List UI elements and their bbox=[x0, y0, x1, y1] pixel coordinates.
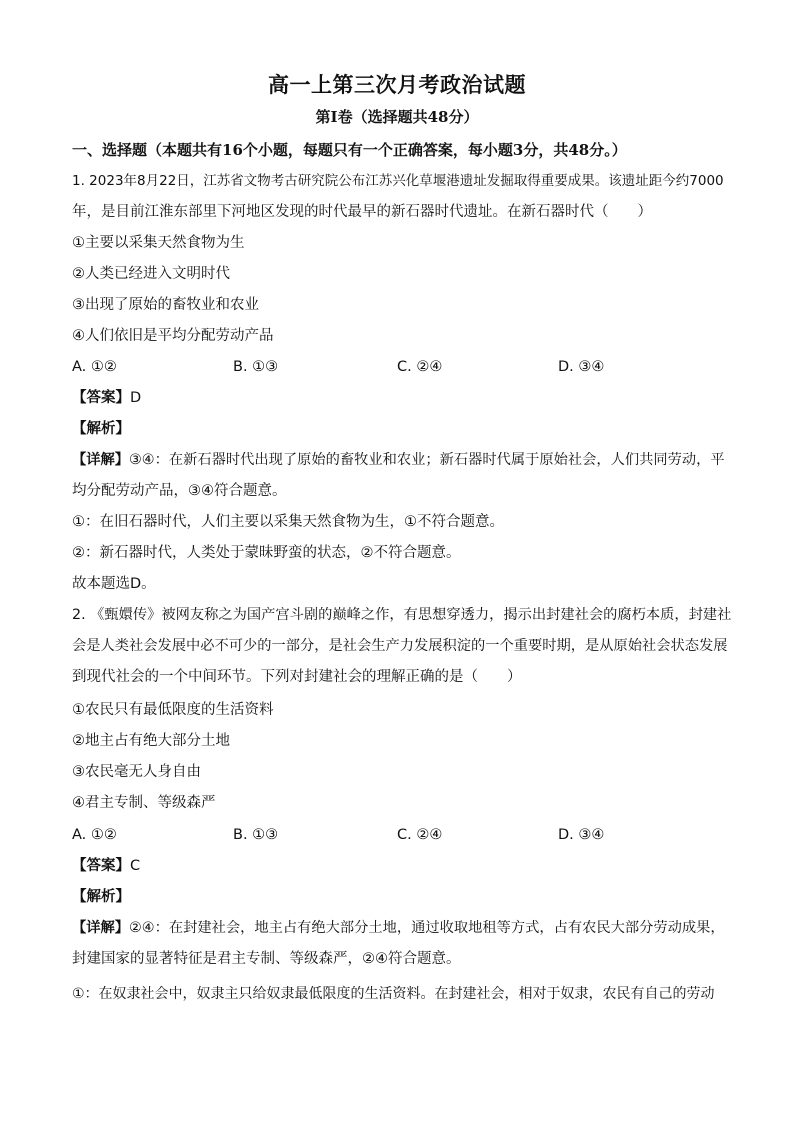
q2-stem-line-1: 2. 《甄嬛传》被网友称之为国产宫斗剧的巅峰之作，有思想穿透力，揭示出封建社会的腐朽本质，封建社 bbox=[72, 607, 732, 623]
q1-detail-line-3: ①：在旧石器时代，人们主要以采集天然食物为生，①不符合题意。 bbox=[72, 514, 504, 530]
q1-option-d: D. ③④ bbox=[558, 359, 605, 375]
q2-statement-2: ②地主占有绝大部分土地 bbox=[72, 733, 230, 749]
q1-answer bbox=[72, 388, 141, 408]
detail-text: ②④：在封建社会，地主占有绝大部分土地，通过收取地租等方式，占有农民大部分劳动成果， bbox=[129, 920, 725, 936]
q2-detail-line-3: ①：在奴隶社会中，奴隶主只给奴隶最低限度的生活资料。在封建社会，相对于奴隶，农民有自己的劳动 bbox=[72, 986, 715, 1002]
q2-stem-line-2: 会是人类社会发展中必不可少的一部分，是社会生产力发展积淀的一个重要时期，是从原始社会状态发展 bbox=[72, 638, 728, 654]
q2-option-c: C. ②④ bbox=[397, 827, 443, 843]
q2-option-a: A. ①② bbox=[72, 827, 117, 843]
q2-statement-1: ①农民只有最低限度的生活资料 bbox=[72, 702, 274, 718]
q2-option-d: D. ③④ bbox=[558, 827, 605, 843]
detail-tag: 【详解】 bbox=[72, 920, 130, 936]
q2-detail-line-2: 封建国家的显著特征是君主专制、等级森严，②④符合题意。 bbox=[72, 951, 461, 967]
detail-text: ③④：在新石器时代出现了原始的畜牧业和农业；新石器时代属于原始社会，人们共同劳动，平 bbox=[129, 452, 725, 468]
page-subtitle: 第Ⅰ卷（选择题共48分） bbox=[315, 108, 479, 126]
q2-option-b: B. ①③ bbox=[233, 827, 279, 843]
answer-value: C bbox=[130, 858, 141, 874]
q2-statement-3: ③农民毫无人身自由 bbox=[72, 764, 201, 780]
q1-conclusion: 故本题选D。 bbox=[72, 576, 156, 592]
q1-statement-3: ③出现了原始的畜牧业和农业 bbox=[72, 297, 259, 313]
section-heading: 一、选择题（本题共有16个小题，每题只有一个正确答案，每小题3分，共48分。） bbox=[72, 141, 627, 159]
q1-option-c: C. ②④ bbox=[397, 359, 443, 375]
q2-detail-line-1 bbox=[72, 918, 725, 938]
q1-option-b: B. ①③ bbox=[233, 359, 279, 375]
q1-statement-4: ④人们依旧是平均分配劳动产品 bbox=[72, 328, 274, 344]
q1-stem-line-1: 1. 2023年8月22日，江苏省文物考古研究院公布江苏兴化草堰港遗址发掘取得重要成果。该遗址距今约7000 bbox=[72, 173, 724, 189]
q1-analysis-tag: 【解析】 bbox=[72, 421, 130, 437]
q1-stem-line-2: 年，是目前江淮东部里下河地区发现的时代最早的新石器时代遗址。在新石器时代（ ） bbox=[72, 204, 652, 220]
q1-detail-line-2: 均分配劳动产品，③④符合题意。 bbox=[72, 483, 287, 499]
answer-tag: 【答案】 bbox=[72, 858, 130, 874]
q1-detail-line-1 bbox=[72, 450, 725, 470]
q2-stem-line-3: 到现代社会的一个中间环节。下列对封建社会的理解正确的是（ ） bbox=[72, 669, 522, 685]
q2-answer bbox=[72, 856, 140, 876]
answer-tag: 【答案】 bbox=[72, 390, 130, 406]
q1-detail-line-4: ②：新石器时代，人类处于蒙昧野蛮的状态，②不符合题意。 bbox=[72, 545, 461, 561]
q1-statement-1: ①主要以采集天然食物为生 bbox=[72, 235, 245, 251]
page-title: 高一上第三次月考政治试题 bbox=[268, 72, 526, 97]
detail-tag: 【详解】 bbox=[72, 452, 130, 468]
answer-value: D bbox=[130, 390, 142, 406]
q1-option-a: A. ①② bbox=[72, 359, 117, 375]
q2-analysis-tag: 【解析】 bbox=[72, 889, 130, 905]
q1-statement-2: ②人类已经进入文明时代 bbox=[72, 266, 230, 282]
q2-statement-4: ④君主专制、等级森严 bbox=[72, 795, 216, 811]
